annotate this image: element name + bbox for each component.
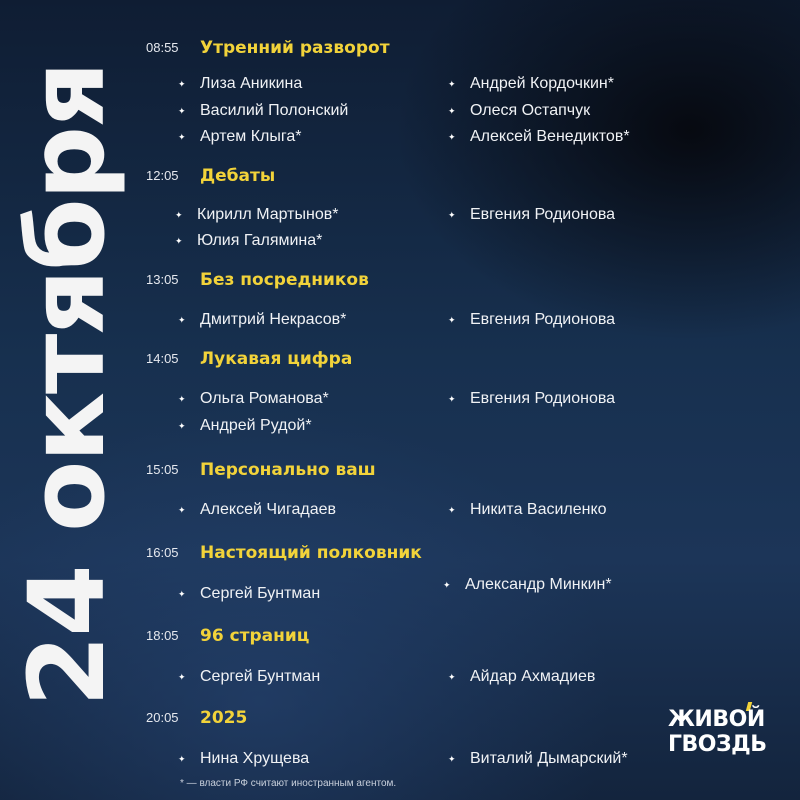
footnote: * — власти РФ считают иностранным агентом. bbox=[180, 778, 397, 789]
show-time: 08:55 bbox=[146, 40, 179, 55]
show-time: 16:05 bbox=[146, 545, 179, 560]
guest-name: Айдар Ахмадиев bbox=[470, 668, 596, 685]
guest-name: Сергей Бунтман bbox=[200, 668, 321, 685]
show-time: 15:05 bbox=[146, 462, 179, 477]
sparkle-icon: ✦ bbox=[178, 315, 186, 325]
guest-name: Алексей Венедиктов* bbox=[470, 128, 630, 145]
sparkle-icon: ✦ bbox=[448, 79, 456, 89]
sparkle-icon: ✦ bbox=[178, 505, 186, 515]
guest-name: Юлия Галямина* bbox=[197, 232, 323, 249]
guest-name: Андрей Рудой* bbox=[200, 417, 312, 434]
logo-line-2: ГВОЗДЬ bbox=[668, 732, 767, 757]
guest-name: Александр Минкин* bbox=[465, 576, 612, 593]
logo bbox=[668, 707, 766, 757]
sparkle-icon: ✦ bbox=[175, 210, 183, 220]
show-title: 96 страниц bbox=[200, 626, 310, 646]
guest-name: Василий Полонский bbox=[200, 102, 349, 119]
sparkle-icon: ✦ bbox=[178, 754, 186, 764]
show-title: Дебаты bbox=[200, 166, 276, 186]
sparkle-icon: ✦ bbox=[448, 394, 456, 404]
guest-name: Никита Василенко bbox=[470, 501, 607, 518]
sparkle-icon: ✦ bbox=[178, 421, 186, 431]
show-time: 13:05 bbox=[146, 272, 179, 287]
guest-name: Олеся Остапчук bbox=[470, 102, 591, 119]
logo-line-1: ЖИВОЙ bbox=[668, 707, 765, 732]
sparkle-icon: ✦ bbox=[443, 580, 451, 590]
sparkle-icon: ✦ bbox=[448, 754, 456, 764]
sparkle-icon: ✦ bbox=[178, 106, 186, 116]
guest-name: Евгения Родионова bbox=[470, 206, 616, 223]
sparkle-icon: ✦ bbox=[448, 210, 456, 220]
show-time: 20:05 bbox=[146, 710, 179, 725]
guest-name: Алексей Чигадаев bbox=[200, 501, 336, 518]
sparkle-icon: ✦ bbox=[178, 79, 186, 89]
sparkle-icon: ✦ bbox=[448, 315, 456, 325]
show-time: 18:05 bbox=[146, 628, 179, 643]
sparkle-icon: ✦ bbox=[448, 132, 456, 142]
guest-name: Виталий Дымарский* bbox=[470, 750, 628, 767]
show-title: Без посредников bbox=[200, 270, 369, 290]
sparkle-icon: ✦ bbox=[448, 106, 456, 116]
sparkle-icon: ✦ bbox=[178, 394, 186, 404]
guest-name: Сергей Бунтман bbox=[200, 585, 321, 602]
show-title: 2025 bbox=[200, 708, 248, 728]
guest-name: Андрей Кордочкин* bbox=[470, 75, 614, 92]
guest-name: Нина Хрущева bbox=[200, 750, 310, 767]
sparkle-icon: ✦ bbox=[175, 236, 183, 246]
sparkle-icon: ✦ bbox=[178, 589, 186, 599]
sparkle-icon: ✦ bbox=[178, 132, 186, 142]
show-title: Лукавая цифра bbox=[200, 349, 353, 369]
guest-name: Евгения Родионова bbox=[470, 311, 616, 328]
show-title: Настоящий полковник bbox=[200, 543, 422, 563]
sparkle-icon: ✦ bbox=[448, 505, 456, 515]
guest-name: Артем Клыга* bbox=[200, 128, 302, 145]
show-title: Персонально ваш bbox=[200, 460, 376, 480]
guest-name: Дмитрий Некрасов* bbox=[200, 311, 347, 328]
show-time: 12:05 bbox=[146, 168, 179, 183]
sparkle-icon: ✦ bbox=[448, 672, 456, 682]
guest-name: Кирилл Мартынов* bbox=[197, 206, 339, 223]
sparkle-icon: ✦ bbox=[178, 672, 186, 682]
guest-name: Евгения Родионова bbox=[470, 390, 616, 407]
show-title: Утренний разворот bbox=[200, 38, 390, 58]
date-heading: 24 октября bbox=[6, 63, 128, 707]
show-time: 14:05 bbox=[146, 351, 179, 366]
guest-name: Ольга Романова* bbox=[200, 390, 329, 407]
guest-name: Лиза Аникина bbox=[200, 75, 303, 92]
